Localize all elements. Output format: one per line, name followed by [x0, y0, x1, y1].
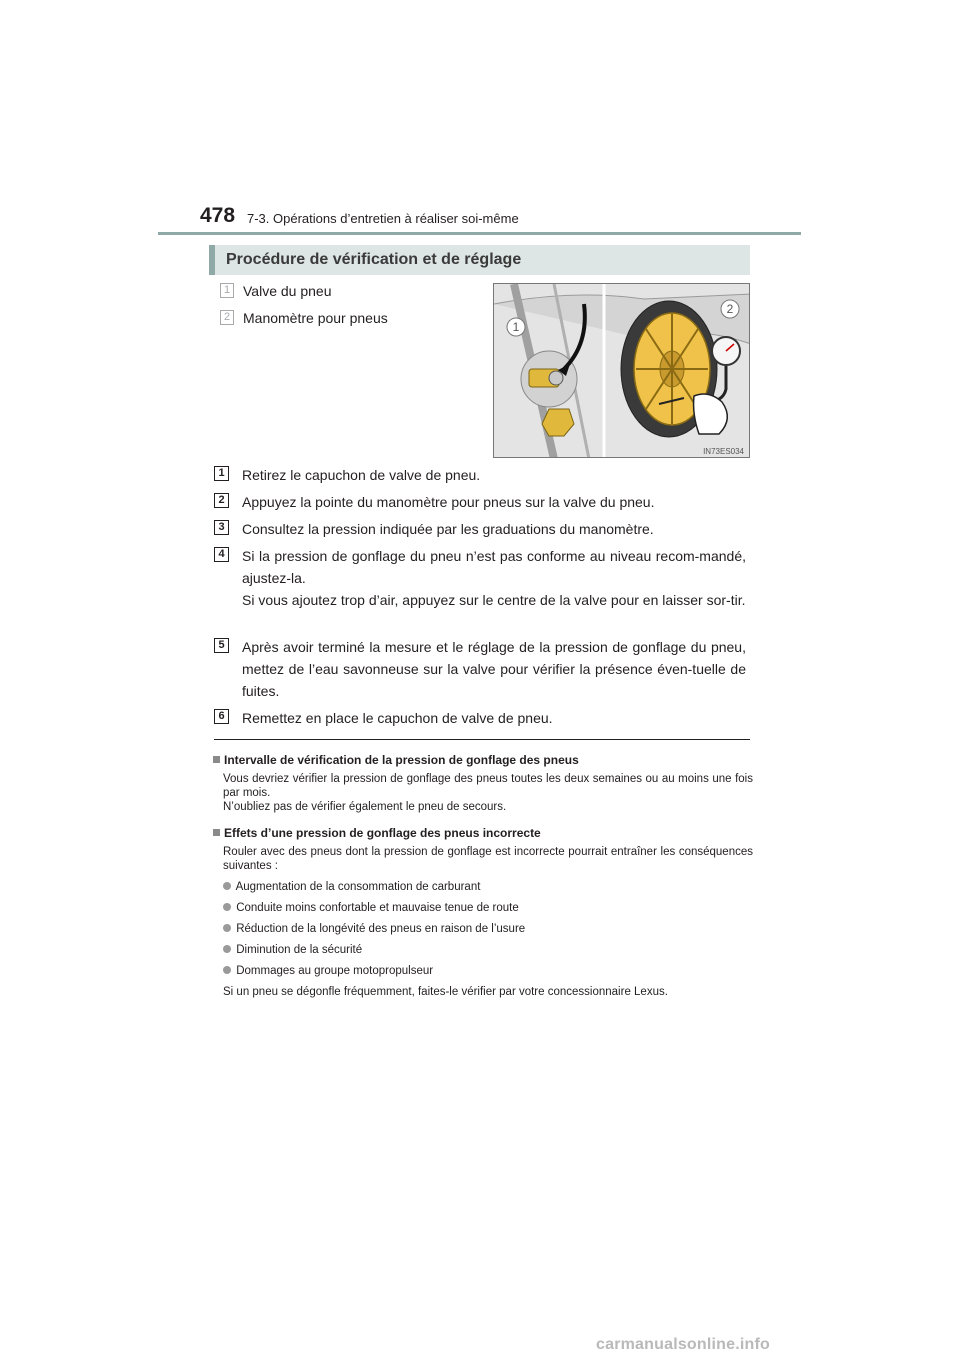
step-text: Consultez la pression indiquée par les graduations du manomètre. — [242, 521, 654, 537]
note-text: Si un pneu se dégonfle fréquemment, faites-le vérifier par votre concessionnaire Lexus. — [223, 986, 668, 998]
legend-number: 1 — [220, 283, 234, 298]
bullet-dot-icon — [223, 882, 231, 890]
step-text: Appuyez la pointe du manomètre pour pneus sur la valve du pneu. — [242, 494, 655, 510]
step-text-line: Si la pression de gonflage du pneu n’est pas conforme au niveau recom-mandé, ajustez-la. — [242, 548, 746, 586]
step-text: Retirez le capuchon de valve de pneu. — [242, 467, 481, 483]
list-item: Conduite moins confortable et mauvaise tenue de route — [223, 901, 753, 915]
note-heading — [213, 752, 753, 768]
section-title-bar — [209, 245, 750, 275]
note-text: Vous devriez vérifier la pression de gonflage des pneus toutes les deux semaines ou au moins une fois par mois. — [223, 773, 753, 799]
list-item: Augmentation de la consommation de carburant — [223, 880, 753, 894]
note-text: Rouler avec des pneus dont la pression de gonflage est incorrecte pourrait entraîner les conséquences suivantes : — [223, 846, 753, 872]
step-number: 1 — [214, 466, 229, 481]
step-number: 2 — [214, 493, 229, 508]
note-text: N’oubliez pas de vérifier également le pneu de secours. — [223, 801, 507, 813]
legend-label: Manomètre pour pneus — [243, 310, 388, 326]
step-number: 3 — [214, 520, 229, 535]
bullet-dot-icon — [223, 903, 231, 911]
square-bullet-icon — [213, 829, 220, 836]
bullet-dot-icon — [223, 945, 231, 953]
step-number: 4 — [214, 547, 229, 562]
square-bullet-icon — [213, 756, 220, 763]
note-interval — [213, 752, 753, 814]
step-text-line: Si vous ajoutez trop d’air, appuyez sur le centre de la valve pour en laisser sor-tir. — [242, 592, 746, 608]
legend-label: Valve du pneu — [243, 283, 332, 299]
section-title: Procédure de vérification et de réglage — [226, 251, 522, 268]
legend-number: 2 — [220, 310, 234, 325]
list-item: Réduction de la longévité des pneus en raison de l’usure — [223, 922, 753, 936]
note-heading-text: Effets d’une pression de gonflage des pneus incorrecte — [224, 826, 541, 840]
step-text: Remettez en place le capuchon de valve de pneu. — [242, 710, 553, 726]
callout-1: 1 — [512, 320, 520, 334]
illustration-code: IN73ES034 — [703, 447, 744, 456]
step-number: 5 — [214, 638, 229, 653]
bullet-dot-icon — [223, 924, 231, 932]
header-rule — [158, 232, 801, 235]
note-effects — [213, 825, 753, 999]
step-text: Après avoir terminé la mesure et le réglage de la pression de gonflage du pneu, mettez de l’eau savonneuse sur la valve pour vérifier la présence éven-tuelle de fuites. — [242, 639, 746, 699]
step-text — [242, 545, 746, 611]
list-item: Diminution de la sécurité — [223, 943, 753, 957]
list-item: Dommages au groupe motopropulseur — [223, 964, 753, 978]
note-heading — [213, 825, 753, 841]
step-number: 6 — [214, 709, 229, 724]
tire-gauge-drawing — [494, 284, 750, 458]
tire-pressure-illustration — [493, 283, 750, 458]
section-divider — [214, 739, 750, 740]
watermark: carmanualsonline.info — [596, 1336, 771, 1353]
page-number: 478 — [200, 204, 236, 227]
page-header — [200, 204, 800, 234]
chapter-title: 7-3. Opérations d’entretien à réaliser soi-même — [247, 211, 519, 226]
bullet-dot-icon — [223, 966, 231, 974]
note-heading-text: Intervalle de vérification de la pression de gonflage des pneus — [224, 753, 579, 767]
callout-2: 2 — [726, 302, 734, 316]
